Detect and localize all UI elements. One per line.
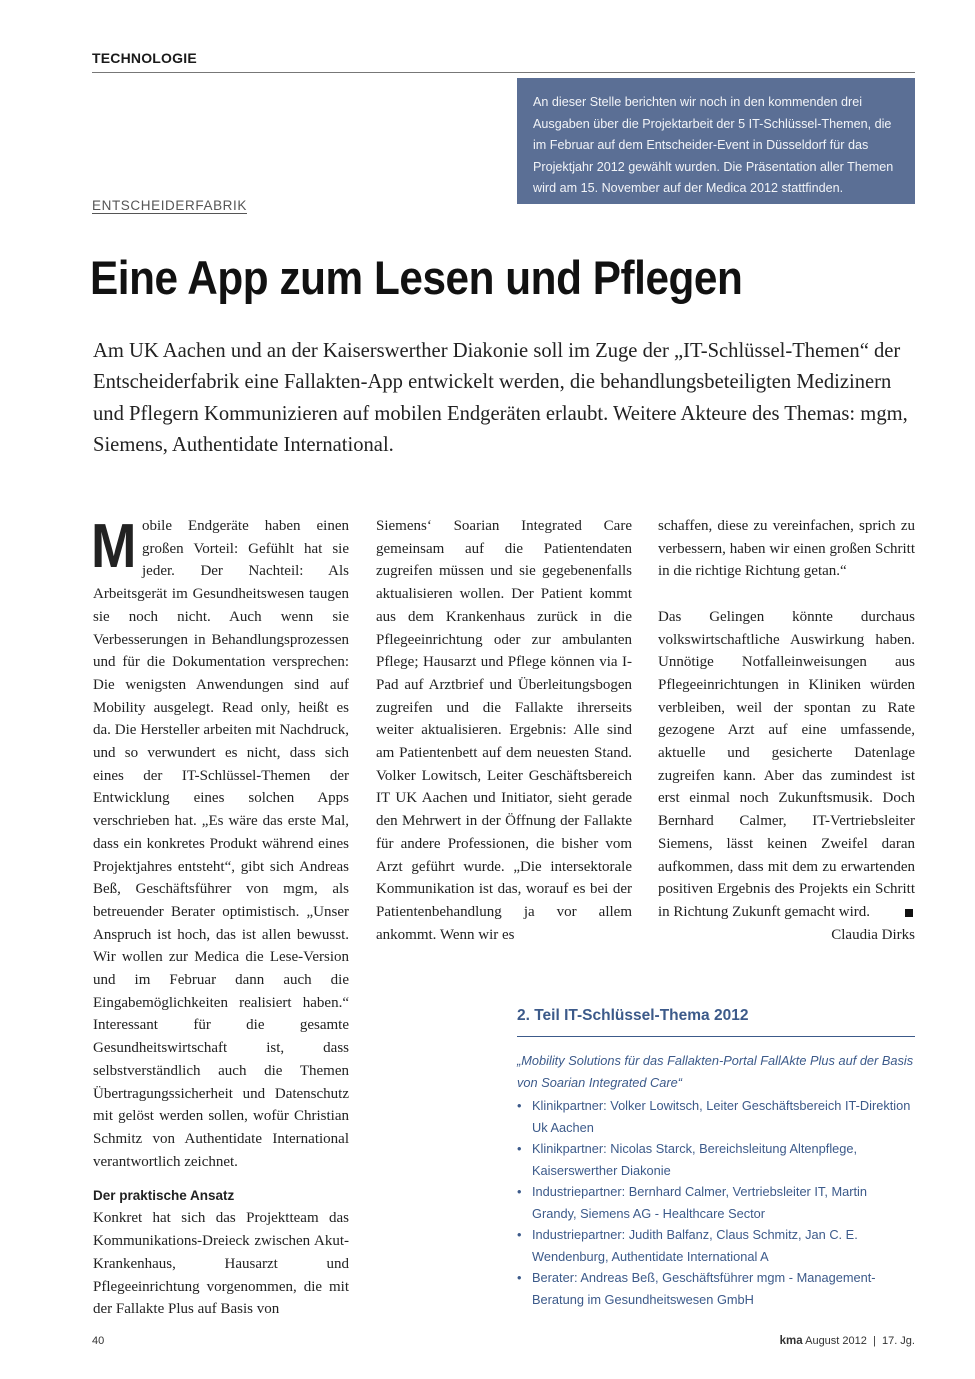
article-headline: Eine App zum Lesen und Pflegen bbox=[90, 251, 743, 304]
sidebar-box bbox=[517, 1004, 915, 1310]
kicker-link[interactable]: ENTSCHEIDERFABRIK bbox=[92, 198, 247, 213]
top-divider bbox=[92, 72, 915, 73]
issue-info: August 2012 | 17. Jg. bbox=[805, 1335, 915, 1347]
sidebar-box-divider bbox=[517, 1036, 915, 1037]
subheading: Der praktische Ansatz bbox=[93, 1188, 235, 1204]
section-label: TECHNOLOGIE bbox=[92, 50, 197, 66]
list-item: • Industriepartner: Judith Balfanz, Claus Schmitz, Jan C. E. Wendenburg, Authentidate International A bbox=[517, 1224, 915, 1267]
article-lead: Am UK Aachen und an der Kaiserswerther Diakonie soll im Zuge der „IT-Schlüssel-Themen“ der Entscheiderfabrik eine Fallakten-App entwickelt werden, die behandlungsbeteiligten Medizinern und Pflegern Kommunizieren auf mobilen Endgeräten erlaubt. Weitere Akteure des Themas: mgm, Siemens, Authentidate International. bbox=[93, 340, 908, 456]
list-item: • Berater: Andreas Beß, Geschäftsführer mgm - Management-Beratung im Gesundheitswesen GmbH bbox=[517, 1267, 915, 1310]
page-number: 40 bbox=[92, 1335, 105, 1347]
list-item: • Industriepartner: Bernhard Calmer, Vertriebsleiter IT, Martin Grandy, Siemens AG - Healthcare Sector bbox=[517, 1181, 915, 1224]
body-paragraph-3: Siemens‘ Soarian Integrated Care gemeinsam auf die Patientendaten zugreifen müssen und sie gegebenenfalls aktualisieren wollen. Der Patient kommt aus dem Krankenhaus zurück in die Pflegeeinrichtung oder zur ambulanten Pflege; Hausarzt und Pflege können via I-Pad auf Arztbrief und Überleitungsbogen zugreifen und die Fallakte ihrerseits weiter aktualisieren. Ergebnis: Alle sind am Patientenbett auf dem neuesten Stand. Volker Lowitsch, Leiter Geschäftsbereich IT UK Aachen und Initiator, sieht gerade den Mehrwert in der Öffnung der Fallakte für andere Professionen, die bisher vom Arzt geführt wurde. „Die intersektorale Kommunikation ist das, worauf es bei der Patientenbehandlung ja vor allem ankommt. Wenn wir es bbox=[376, 518, 632, 943]
list-item: • Klinikpartner: Volker Lowitsch, Leiter Geschäftsbereich IT-Direktion Uk Aachen bbox=[517, 1095, 915, 1138]
author-name: Claudia Dirks bbox=[831, 926, 915, 943]
paragraph-gap bbox=[658, 583, 915, 606]
body-column-3 bbox=[658, 515, 915, 946]
sidebar-box-quote: „Mobility Solutions für das Fallakten-Portal FallAkte Plus auf der Basis von Soarian Integrated Care“ bbox=[517, 1053, 914, 1090]
body-paragraph-5 bbox=[658, 606, 915, 924]
info-box: An dieser Stelle berichten wir noch in den kommenden drei Ausgaben über die Projektarbeit der 5 IT-Schlüssel-Themen, die im Februar auf dem Entscheider-Event in Düsseldorf für das Projektjahr 2012 gewählt wurden. Die Präsentation aller Themen wird am 15. November auf der Medica 2012 stattfinden. bbox=[517, 78, 915, 204]
brand-logo: kma bbox=[779, 1335, 803, 1347]
body-column-1 bbox=[91, 512, 349, 1321]
body-column-2 bbox=[376, 515, 632, 946]
drop-cap: M bbox=[91, 512, 137, 581]
list-item: • Klinikpartner: Nicolas Starck, Bereichsleitung Altenpflege, Kaiserswerther Diakonie bbox=[517, 1138, 915, 1181]
body-paragraph-5-text: Das Gelingen könnte durchaus volkswirtschaftliche Auswirkung haben. Unnötige Notfalleinweisungen aus Pflegeeinrichtungen in Kliniken würden verbleiben, weil der spontan zu Rate gezogene Arzt auf eine umfassende, aktuelle und gesicherte Datenlage zugreifen kann. Aber das zumindest ist erst einmal noch Zukunftsmusik. Doch Bernhard Calmer, IT-Vertriebsleiter Siemens, lässt keinen Zweifel daran aufkommen, dass mit dem zu erwartenden positiven Ergebnis des Projekts ein Schritt in Richtung Zukunft gemacht wird. bbox=[658, 608, 915, 920]
footer-issue bbox=[780, 1335, 915, 1347]
partner-list bbox=[517, 1095, 915, 1310]
sidebar-box-title: 2. Teil IT-Schlüssel-Thema 2012 bbox=[517, 1007, 749, 1024]
body-paragraph-1: obile Endgeräte haben einen großen Vorteil: Gefühlt hat sie jeder. Der Nachteil: Als Arbeitsgerät im Gesundheitswesen taugen sie noch nicht. Auch wenn sie Verbesserungen in Behandlungsprozessen und für die Dokumentation versprechen: Die wenigsten Anwendungen sind auf Mobility ausgelegt. Read only, heißt es da. Die Hersteller arbeiten mit Nachdruck, und so verwundert es nicht, dass sich eines der IT-Schlüssel-Themen der Entwicklung eines solchen Apps verschrieben hat. „Es wäre das erste Mal, dass ein konkretes Produkt während eines Projektjahres entsteht“, gibt sich Andreas Beß, Geschäftsführer von mgm, als betreuender Berater optimistisch. „Unser Anspruch ist hoch, das ist allen bewusst. Wir wollen zur Medica die Lese-Version und im Februar dann auch die Eingabemöglichkeiten realisiert haben.“ Interessant für die gesamte Gesundheitswirtschaft ist, dass selbstverständlich auch die Themen Übertragungssicherheit und Datenschutz mit gelöst werden sollen, wofür Christian Schmitz von Authentidate International verantwortlich zeichnet. bbox=[93, 518, 349, 1170]
body-paragraph-4: schaffen, diese zu vereinfachen, sprich zu verbessern, haben wir einen großen Schritt in die richtige Richtung getan.“ bbox=[658, 518, 915, 580]
end-mark-icon bbox=[905, 909, 913, 917]
body-paragraph-2: Konkret hat sich das Projektteam das Kommunikations-Dreieck zwischen Akut-Krankenhaus, Hausarzt und Pflegeeinrichtung vorgenommen, die mit der Fallakte Plus auf Basis von bbox=[93, 1210, 349, 1318]
